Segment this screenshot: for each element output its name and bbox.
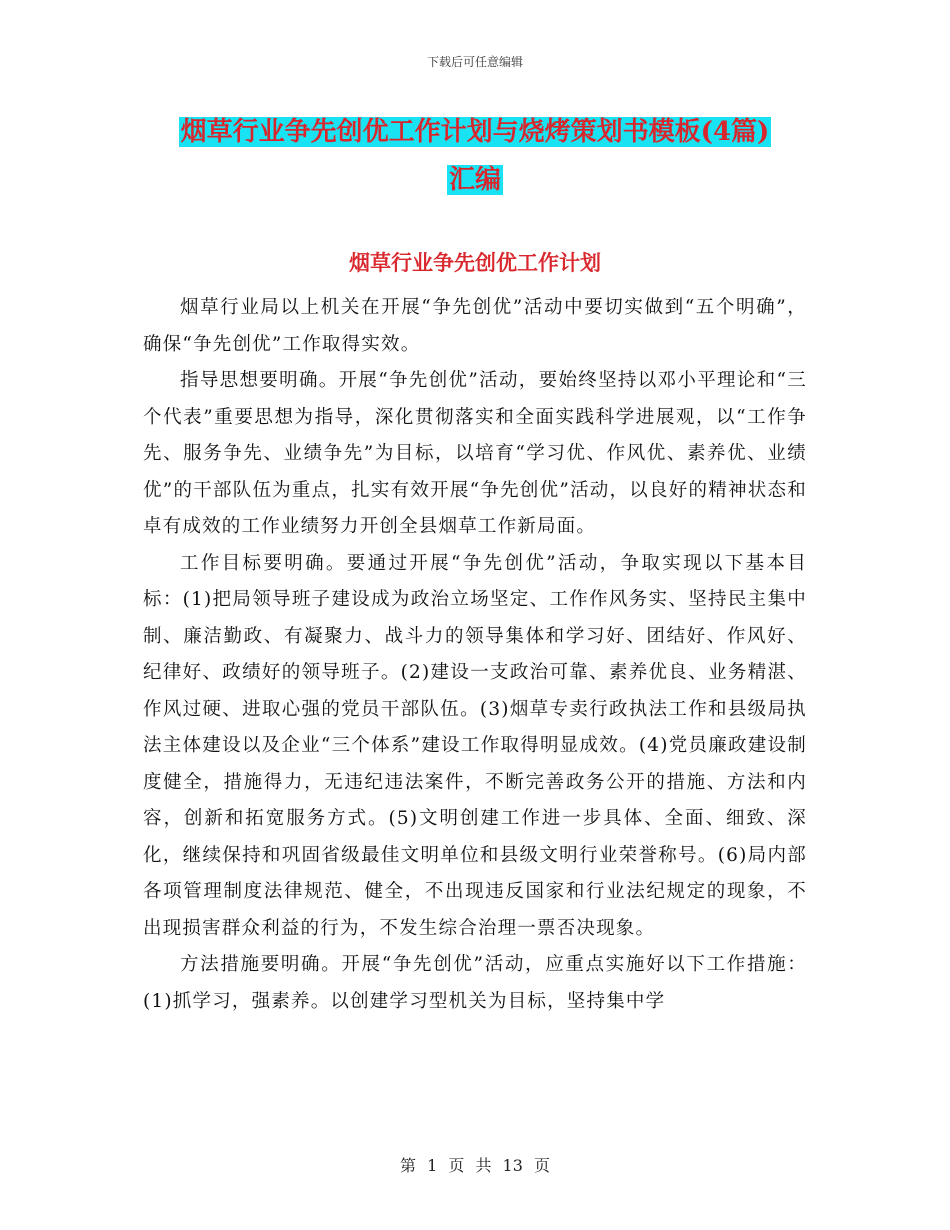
paragraph: 工作目标要明确。要通过开展“争先创优”活动，争取实现以下基本目标：(1)把局领导班子建设成为政治立场坚定、工作作风务实、坚持民主集中制、廉洁勤政、有凝聚力、战斗力的领导集体和学习好、团结好、作风好、纪律好、政绩好的领导班子。(2)建设一支政治可靠、素养优良、业务精湛、作风过硬、进取心强的党员干部队伍。(3)烟草专卖行政执法工作和县级局执法主体建设以及企业“三个体系”建设工作取得明显成效。(4)党员廉政建设制度健全，措施得力，无违纪违法案件，不断完善政务公开的措施、方法和内容，创新和拓宽服务方式。(5)文明创建工作进一步具体、全面、细致、深化，继续保持和巩固省级最佳文明单位和县级文明行业荣誉称号。(6)局内部各项管理制度法律规范、健全，不出现违反国家和行业法纪规定的现象，不出现损害群众利益的行为，不发生综合治理一票否决现象。: [143, 552, 807, 939]
document-body: [143, 290, 807, 1020]
paragraph: 烟草行业局以上机关在开展“争先创优”活动中要切实做到“五个明确”，确保“争先创优”工作取得实效。: [143, 297, 807, 355]
header-note: 下载后可任意编辑: [426, 55, 523, 69]
document-title-line2: 汇编: [448, 165, 501, 195]
page-footer: 第 1 页 共 13 页: [400, 1156, 550, 1175]
section-title: 烟草行业争先创优工作计划: [349, 250, 601, 275]
document-title: [0, 108, 950, 204]
document-title-line1: 烟草行业争先创优工作计划与烧烤策划书模板(4篇): [180, 117, 770, 147]
paragraph: 方法措施要明确。开展“争先创优”活动，应重点实施好以下工作措施：(1)抓学习，强素养。以创建学习型机关为目标，坚持集中学: [143, 954, 807, 1012]
paragraph: 指导思想要明确。开展“争先创优”活动，要始终坚持以邓小平理论和“三个代表”重要思想为指导，深化贯彻落实和全面实践科学进展观，以“工作争先、服务争先、业绩争先”为目标，以培育“学习优、作风优、素养优、业绩优”的干部队伍为重点，扎实有效开展“争先创优”活动，以良好的精神状态和卓有成效的工作业绩努力开创全县烟草工作新局面。: [143, 370, 807, 537]
